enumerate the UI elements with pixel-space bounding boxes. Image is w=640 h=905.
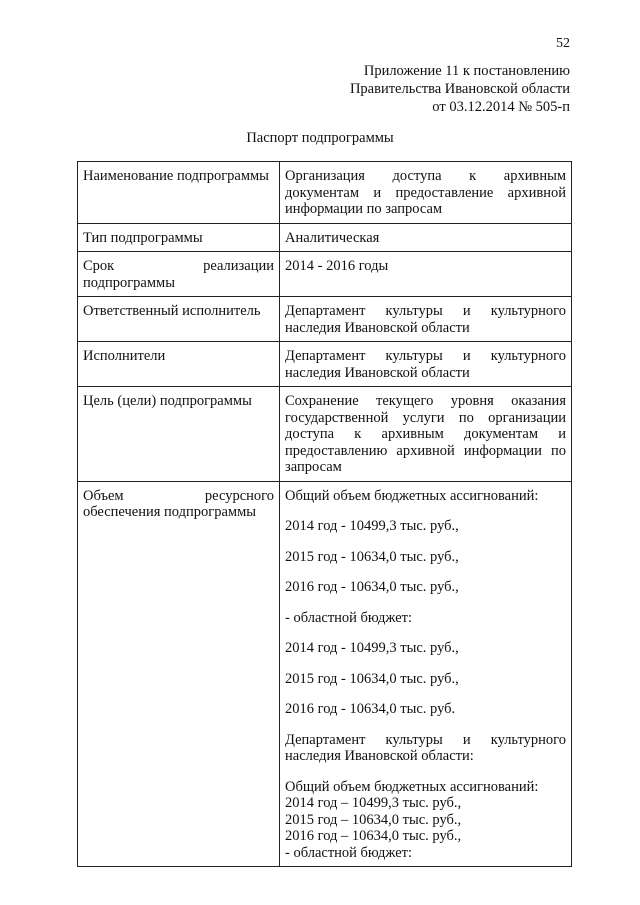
appendix-line: Правительства Ивановской области	[349, 81, 570, 97]
funding-line: - областной бюджет:	[285, 609, 413, 626]
funding-line: 2016 год - 10634,0 тыс. руб.	[285, 701, 456, 717]
department-funding-line: Общий объем бюджетных ассигнований:	[285, 778, 539, 795]
label-second-line: подпрограммы	[83, 274, 175, 291]
table-row	[78, 223, 572, 252]
row-label: Цель (цели) подпрограммы	[78, 387, 280, 482]
table-row	[78, 297, 572, 342]
row-value: 2014 - 2016 годы	[280, 252, 572, 297]
appendix-line: Приложение 11 к постановлению	[363, 63, 570, 79]
table-row	[78, 481, 572, 867]
label-word: Срок	[83, 258, 115, 274]
label-word: реализации	[203, 258, 274, 274]
row-label	[78, 252, 280, 297]
row-value: Сохранение текущего уровня оказания государственной услуги по организации доступа к архивным документам и предоставлению архивной информации по запросам	[280, 387, 572, 482]
row-value: Департамент культуры и культурного наследия Ивановской области	[280, 342, 572, 387]
row-value: Аналитическая	[280, 223, 572, 252]
table-row	[78, 162, 572, 224]
row-label: Тип подпрограммы	[78, 223, 280, 252]
label-word: Объем	[83, 487, 124, 504]
label-first-line	[83, 488, 274, 505]
table-row	[78, 387, 572, 482]
funding-line: 2016 год - 10634,0 тыс. руб.,	[285, 579, 459, 595]
department-line: Департамент культуры и культурного наследия Ивановской области:	[285, 731, 566, 764]
department-funding-line: 2014 год – 10499,3 тыс. руб.,	[285, 795, 462, 811]
page-number: 52	[556, 36, 570, 51]
passport-table	[77, 161, 572, 867]
appendix-line: от 03.12.2014 № 505-п	[432, 99, 570, 115]
row-value: Департамент культуры и культурного наследия Ивановской области	[280, 297, 572, 342]
funding-line: Общий объем бюджетных ассигнований:	[285, 487, 539, 504]
department-funding-line: 2016 год – 10634,0 тыс. руб.,	[285, 828, 462, 844]
label-second-line: обеспечения подпрограммы	[83, 504, 257, 520]
funding-line: 2014 год - 10499,3 тыс. руб.,	[285, 518, 459, 534]
row-value	[280, 481, 572, 867]
table-row	[78, 342, 572, 387]
row-label	[78, 481, 280, 867]
appendix-header	[350, 62, 570, 116]
row-label: Наименование подпрограммы	[78, 162, 280, 224]
row-value: Организация доступа к архивным документам и предоставление архивной информации по запросам	[280, 162, 572, 224]
row-label: Ответственный исполнитель	[78, 297, 280, 342]
document-title: Паспорт подпрограммы	[246, 130, 394, 146]
label-first-line	[83, 258, 274, 275]
department-funding-line: - областной бюджет:	[285, 844, 413, 861]
funding-line: 2015 год - 10634,0 тыс. руб.,	[285, 670, 459, 687]
department-funding-line: 2015 год – 10634,0 тыс. руб.,	[285, 811, 462, 828]
funding-line: 2014 год - 10499,3 тыс. руб.,	[285, 640, 459, 656]
label-word: ресурсного	[204, 487, 274, 504]
table-row	[78, 252, 572, 297]
funding-line: 2015 год - 10634,0 тыс. руб.,	[285, 548, 459, 565]
row-label: Исполнители	[78, 342, 280, 387]
